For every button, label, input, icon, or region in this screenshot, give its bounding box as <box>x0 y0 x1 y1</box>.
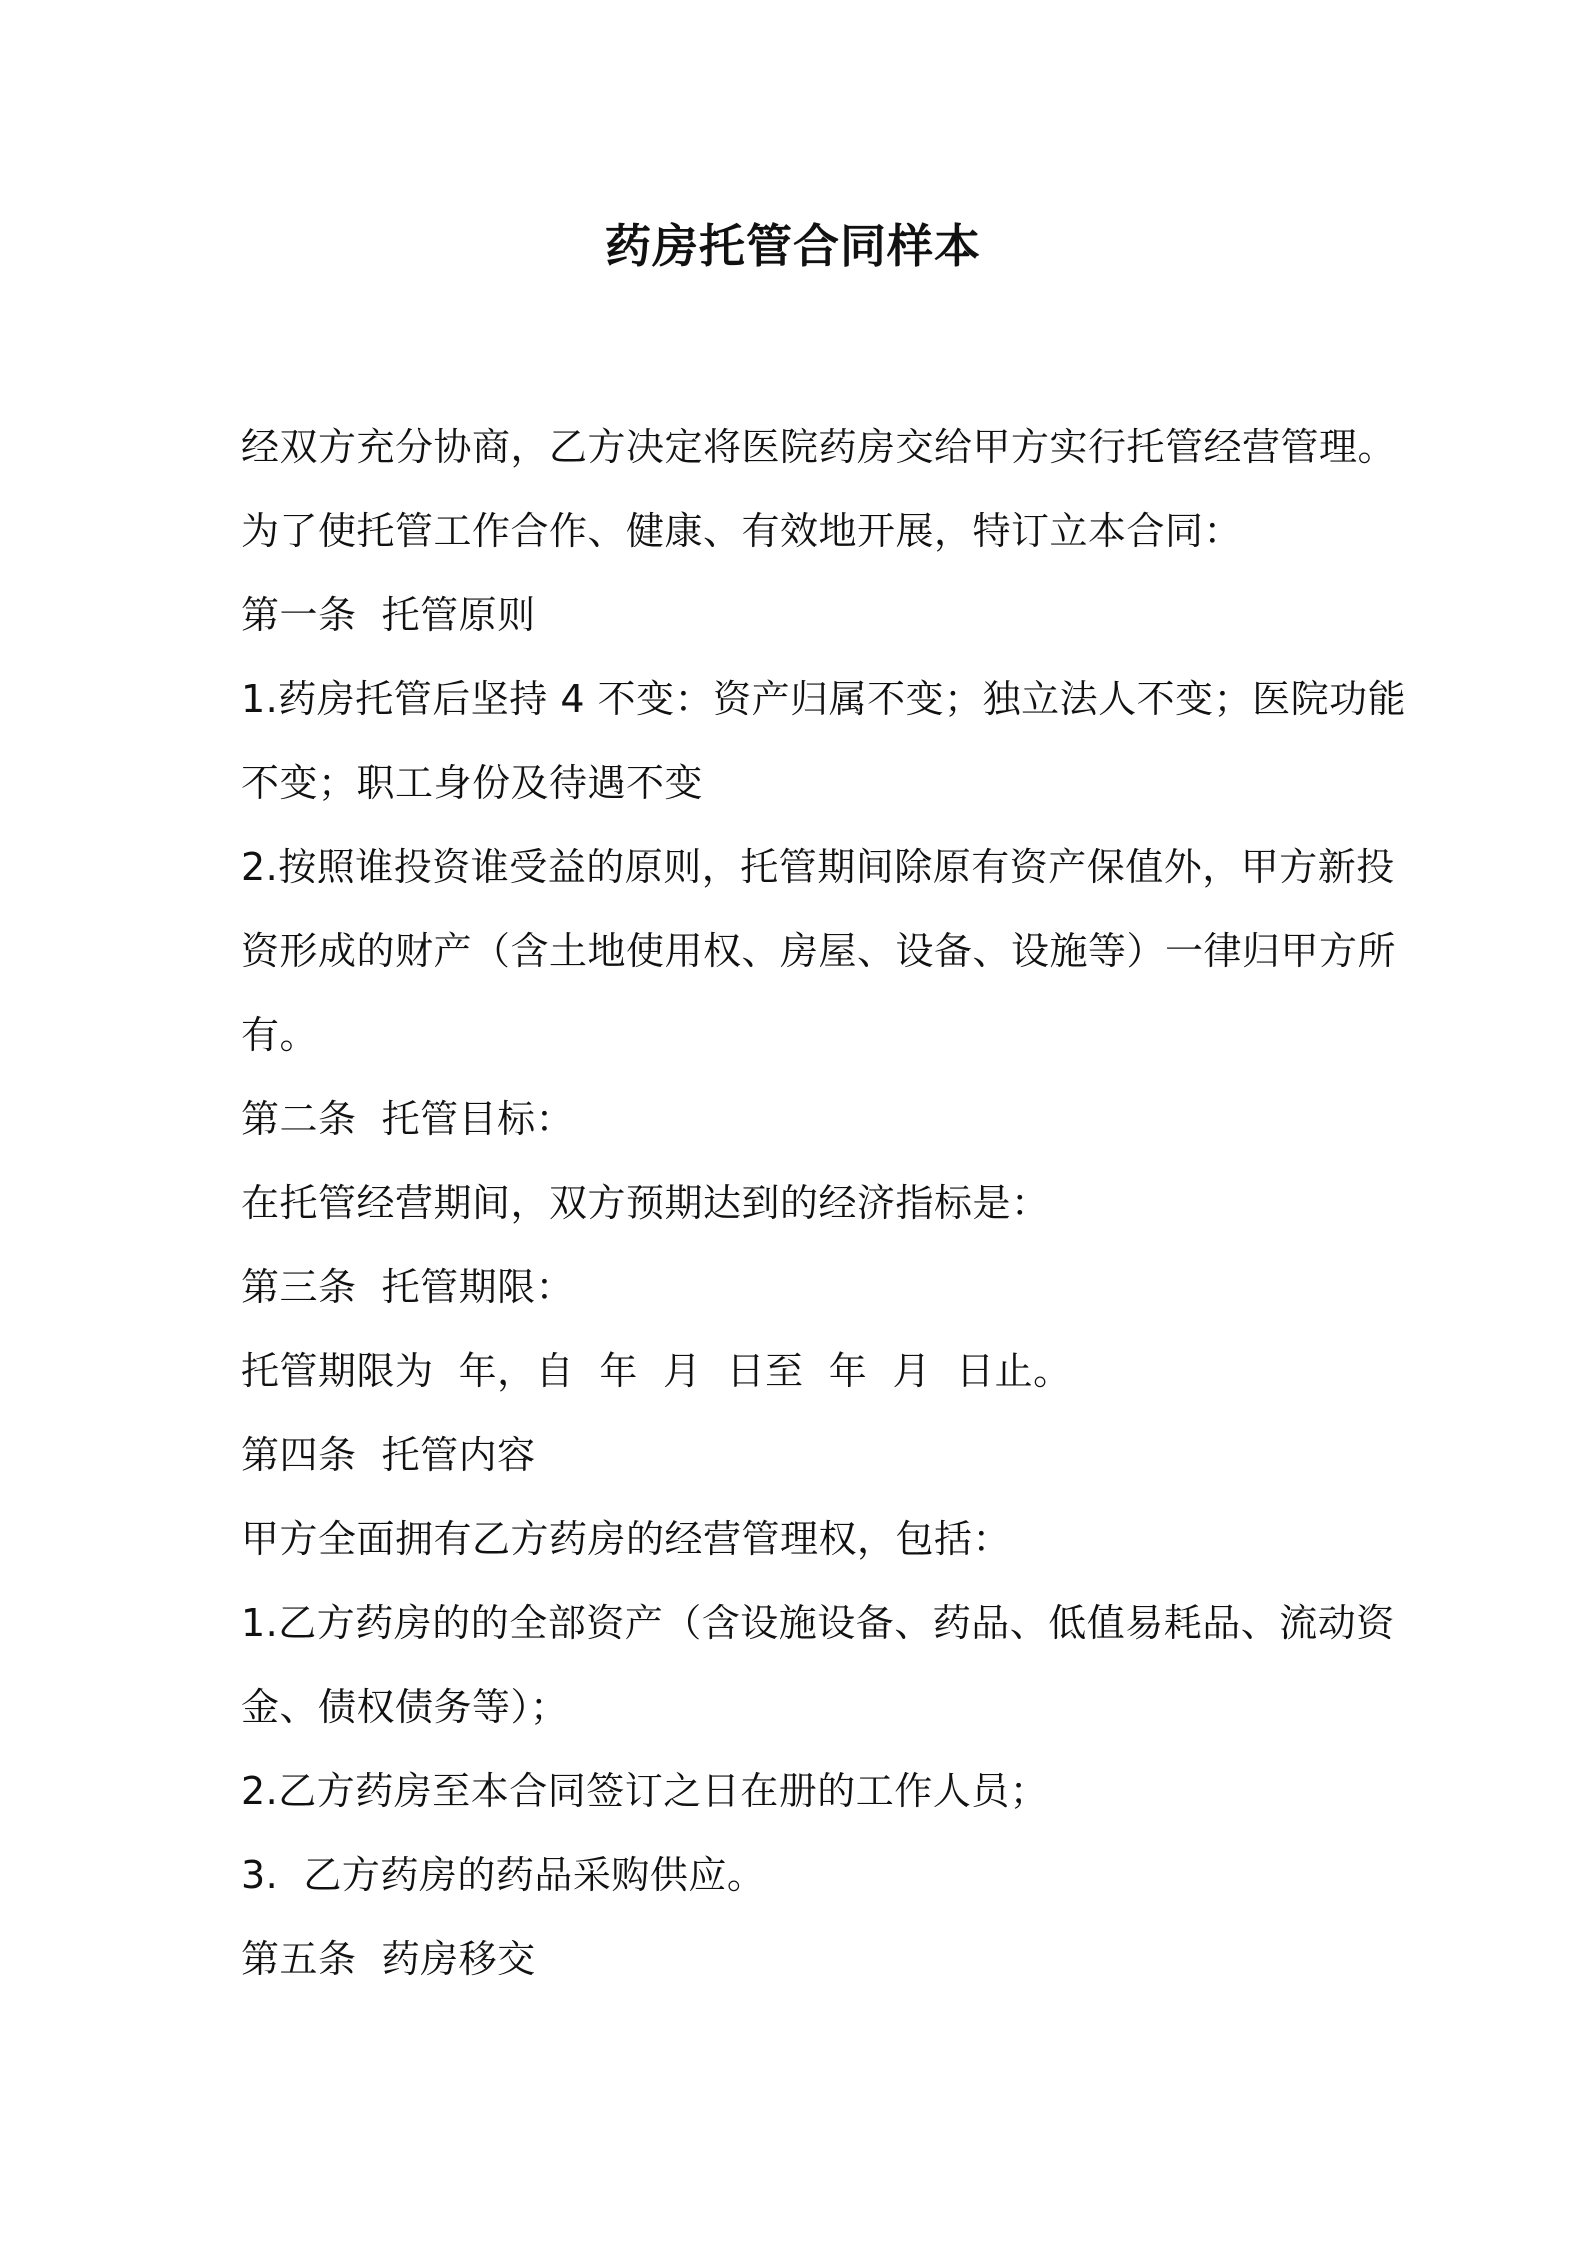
article-1-heading: 第一条 托管原则 <box>241 593 536 637</box>
document-title: 药房托管合同样本 <box>605 219 981 273</box>
article-4-item-2: 2.乙方药房至本合同签订之日在册的工作人员； <box>241 1769 1049 1813</box>
article-1-item-1-line-2: 不变；职工身份及待遇不变 <box>241 761 704 805</box>
article-4-intro: 甲方全面拥有乙方药房的经营管理权，包括： <box>241 1517 1012 1561</box>
article-4-item-3: 3. 乙方药房的药品采购供应。 <box>241 1853 766 1897</box>
article-4-item-1-line-2: 金、债权债务等）； <box>241 1685 569 1729</box>
article-4-heading: 第四条 托管内容 <box>241 1433 536 1477</box>
article-5-heading: 第五条 药房移交 <box>241 1937 536 1981</box>
document-body <box>241 405 1407 2001</box>
article-1-item-2-line-3: 有。 <box>241 1013 319 1057</box>
intro-line-1: 经双方充分协商，乙方决定将医院药房交给甲方实行托管经营管理。 <box>241 425 1397 469</box>
article-1-item-2-line-2: 资形成的财产（含土地使用权、房屋、设备、设施等）一律归甲方所 <box>241 929 1397 973</box>
intro-line-2: 为了使托管工作合作、健康、有效地开展，特订立本合同： <box>241 509 1243 553</box>
article-2-text: 在托管经营期间，双方预期达到的经济指标是： <box>241 1181 1050 1225</box>
article-1-item-2-line-1: 2.按照谁投资谁受益的原则，托管期间除原有资产保值外，甲方新投 <box>241 845 1395 889</box>
article-3-text: 托管期限为 年，自 年 月 日至 年 月 日止。 <box>241 1349 1072 1393</box>
article-4-item-1-line-1: 1.乙方药房的的全部资产（含设施设备、药品、低值易耗品、流动资 <box>241 1601 1395 1645</box>
article-2-heading: 第二条 托管目标： <box>241 1097 575 1141</box>
article-1-item-1-line-1: 1.药房托管后坚持 4 不变：资产归属不变；独立法人不变；医院功能 <box>241 677 1407 721</box>
article-3-heading: 第三条 托管期限： <box>241 1265 575 1309</box>
